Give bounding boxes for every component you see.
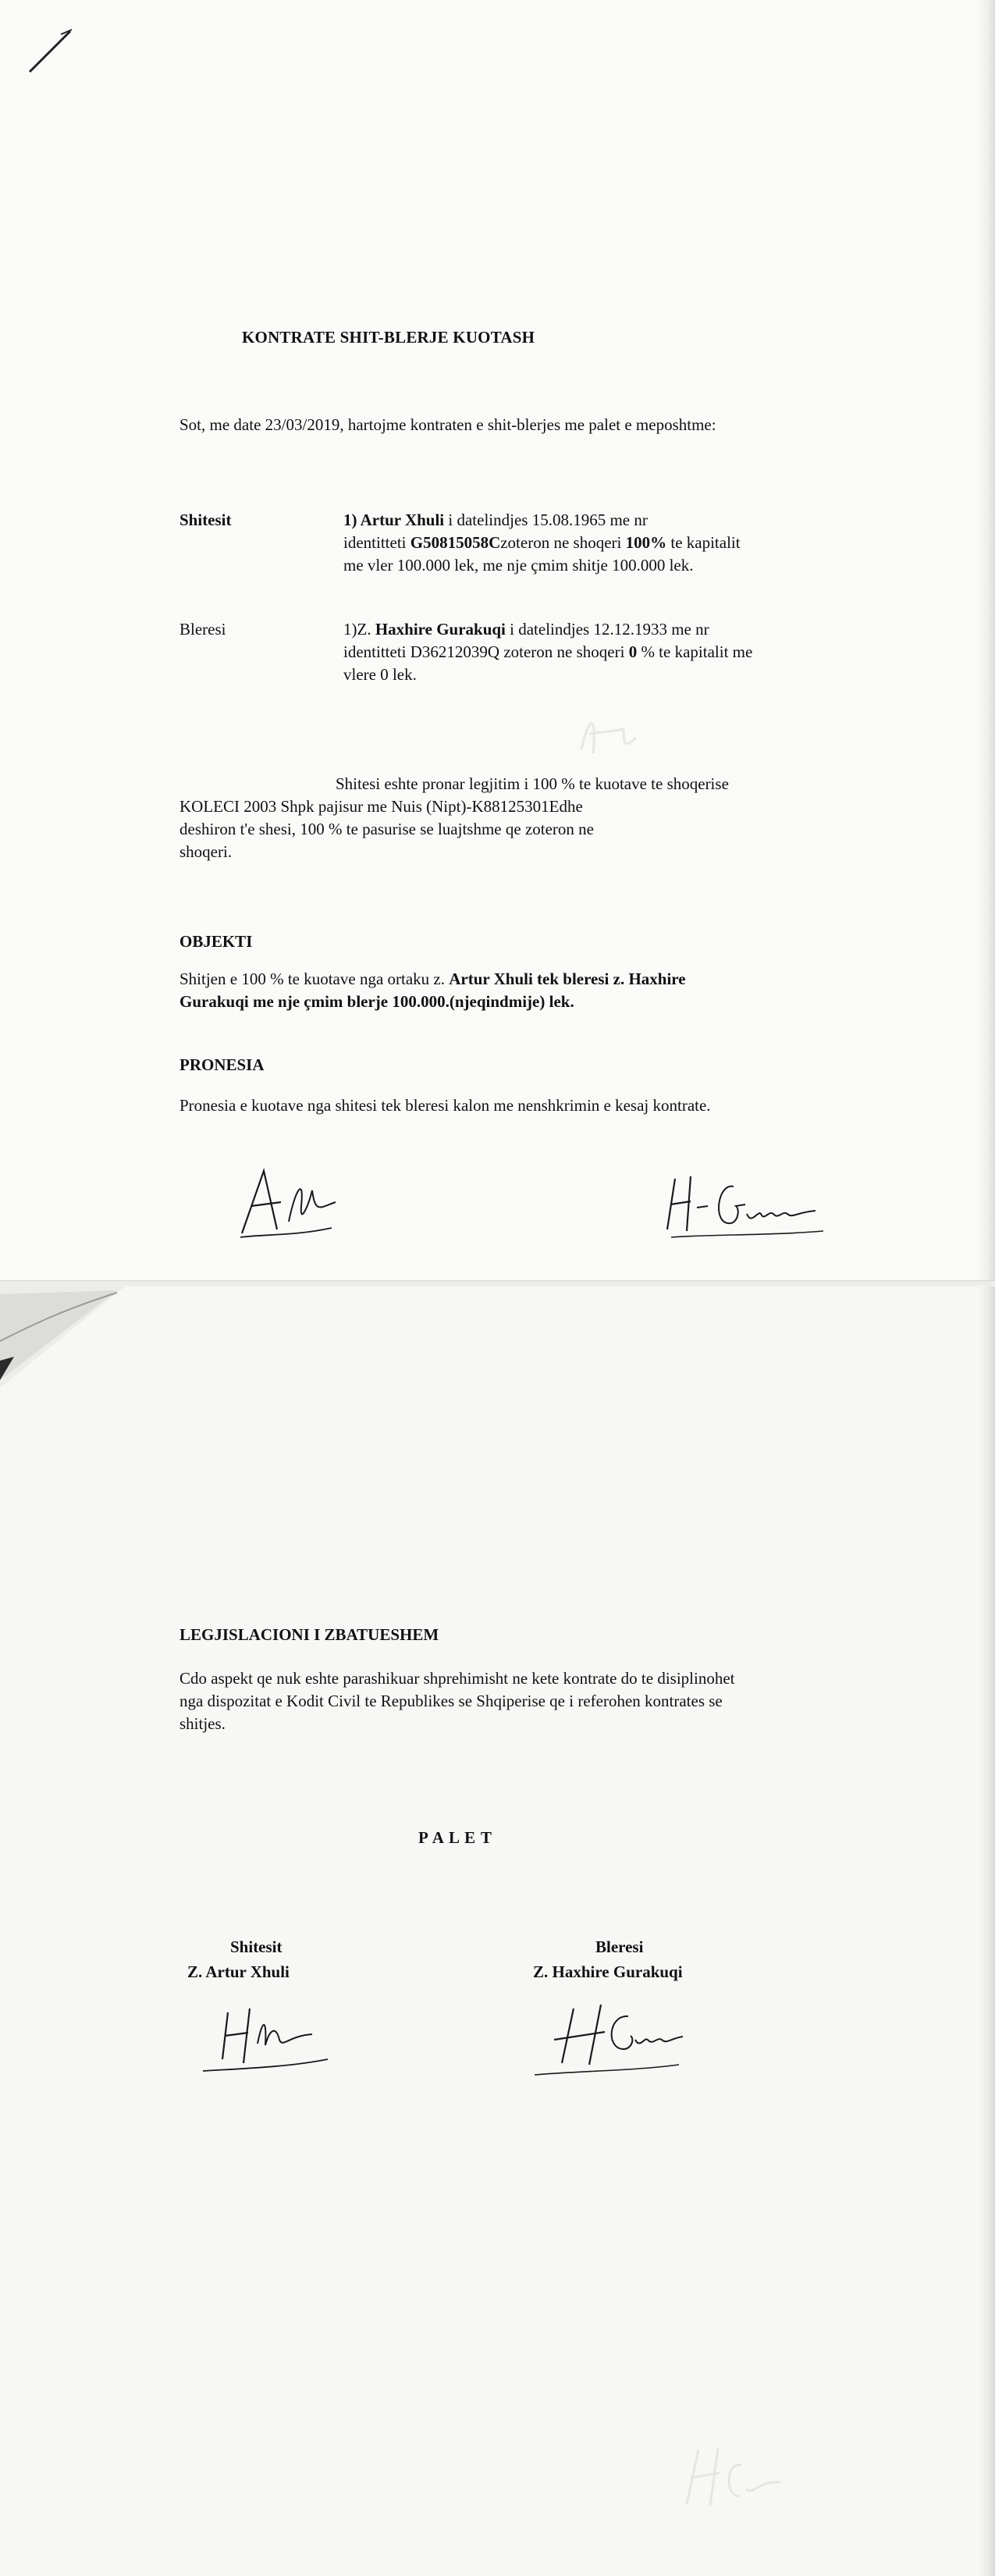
contract-page-2	[0, 1286, 995, 2576]
seller-line-3: me vler 100.000 lek, me nje çmim shitje 100.000 lek.	[343, 556, 694, 575]
objekti-line-1b: Artur Xhuli tek bleresi z. Haxhire	[449, 970, 686, 988]
scan-mark	[23, 23, 78, 78]
seller-label: Shitesit	[230, 1937, 283, 1956]
buyer-name: Z. Haxhire Gurakuqi	[533, 1962, 683, 1981]
paragraph-line-4: shoqeri.	[179, 842, 233, 861]
page-edge-shadow	[978, 1286, 995, 2576]
page-edge-shadow	[978, 0, 995, 1286]
paragraph-line-2: KOLECI 2003 Shpk pajisur me Nuis (Nipt)-K88125301Edhe	[179, 797, 583, 816]
seller-id: G50815058C	[410, 533, 501, 552]
seller-share: 100%	[625, 533, 667, 552]
legislation-text	[179, 1667, 851, 1735]
seller-capital: te kapitalit	[666, 533, 741, 552]
seller-signature	[195, 1997, 336, 2083]
paragraph-line-1: Shitesi eshte pronar legjitim i 100 % te kuotave te shoqerise	[336, 774, 729, 793]
seller-name: Z. Artur Xhuli	[187, 1962, 290, 1981]
objekti-line-2: Gurakuqi me nje çmim blerje 100.000.(njeqindmije) lek.	[179, 992, 574, 1011]
objekti-line-1a: Shitjen e 100 % te kuotave nga ortaku z.	[179, 970, 450, 988]
seller-details	[343, 509, 796, 577]
intro-text: Sot, me date 23/03/2019, hartojme kontraten e shit-blerjes me palet e meposhtme:	[179, 415, 716, 434]
paragraph-line-3: deshiron t'e shesi, 100 % te pasurise se luajtshme qe zoteron ne	[179, 820, 594, 838]
buyer-details	[343, 618, 796, 686]
ownership-paragraph	[179, 773, 827, 863]
buyer-name: Haxhire Gurakuqi	[375, 620, 506, 639]
buyer-label: Bleresi	[179, 620, 226, 639]
buyer-signature	[659, 1167, 831, 1245]
buyer-line-2	[343, 641, 796, 664]
legislation-line-3: shitjes.	[179, 1714, 226, 1733]
legislation-heading: LEGJISLACIONI I ZBATUESHEM	[179, 1625, 439, 1644]
bleed-signature	[671, 2434, 796, 2520]
buyer-label: Bleresi	[595, 1937, 644, 1956]
buyer-birth: i datelindjes 12.12.1933 me nr	[505, 620, 709, 639]
buyer-capital: % te kapitalit me	[637, 642, 753, 661]
seller-id-label: identitteti	[343, 533, 410, 552]
seller-line-2	[343, 532, 796, 554]
seller-signature	[234, 1159, 343, 1245]
seller-owns: zoteron ne shoqeri	[500, 533, 626, 552]
legislation-line-1: Cdo aspekt qe nuk eshte parashikuar shprehimisht ne kete kontrate do te disiplinohet	[179, 1669, 735, 1688]
buyer-share: 0	[628, 642, 638, 661]
pronesia-text: Pronesia e kuotave nga shitesi tek bleresi kalon me nenshkrimin e kesaj kontrate.	[179, 1096, 711, 1115]
contract-page-1	[0, 0, 995, 1286]
buyer-line-3: vlere 0 lek.	[343, 665, 417, 684]
bleed-signature	[574, 706, 644, 761]
objekti-line-1	[179, 968, 827, 991]
seller-line-1	[343, 509, 796, 532]
legislation-line-2: nga dispozitat e Kodit Civil te Republikes se Shqiperise qe i referohen kontrates se	[179, 1692, 723, 1710]
buyer-id: identitteti D36212039Q zoteron ne shoqeri	[343, 642, 629, 661]
buyer-prefix: 1)Z.	[343, 620, 375, 639]
seller-birth: i datelindjes 15.08.1965 me nr	[444, 511, 648, 529]
contract-title: KONTRATE SHIT-BLERJE KUOTASH	[242, 328, 535, 347]
objekti-text	[179, 968, 827, 1013]
seller-prefix: 1)	[343, 511, 361, 529]
seller-name: Artur Xhuli	[360, 511, 445, 529]
seller-label: Shitesit	[179, 511, 232, 529]
parties-heading: P A L E T	[418, 1828, 492, 1847]
buyer-line-1	[343, 618, 796, 641]
buyer-signature	[531, 1993, 687, 2083]
pronesia-heading: PRONESIA	[179, 1055, 265, 1074]
objekti-heading: OBJEKTI	[179, 932, 253, 951]
folded-corner	[0, 1286, 133, 1396]
